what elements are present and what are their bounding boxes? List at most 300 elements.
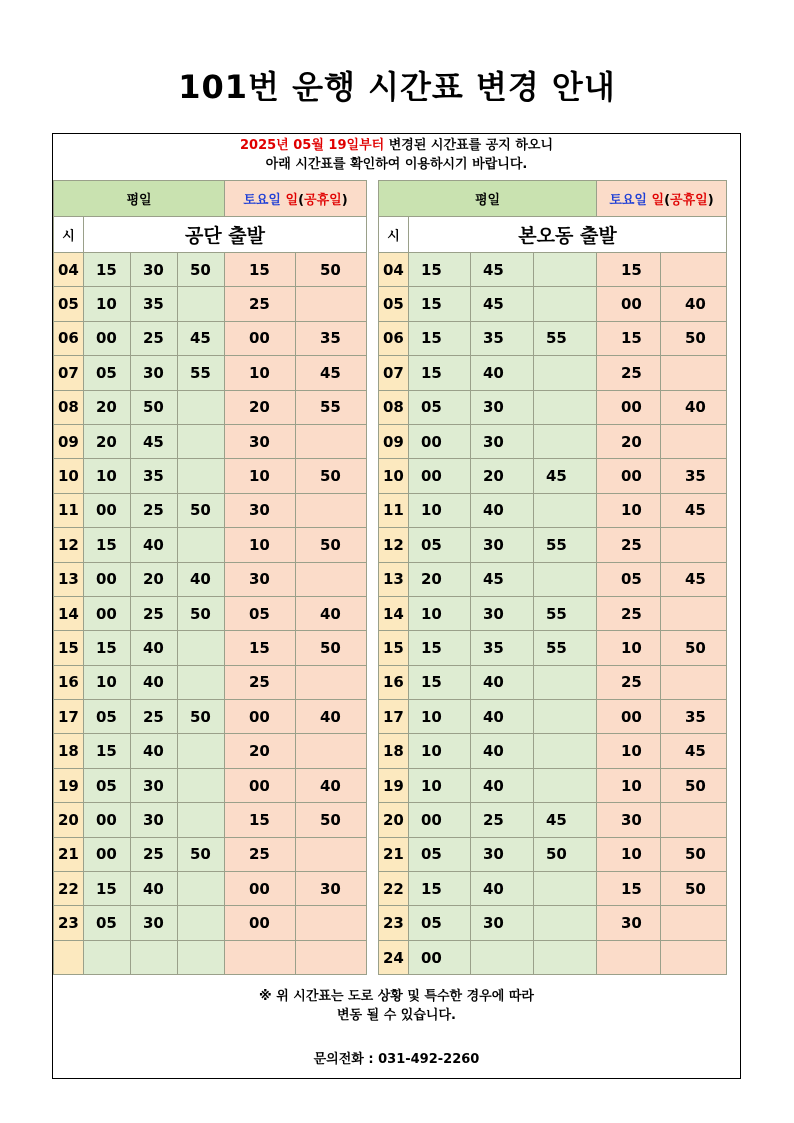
weekday-time-cell: 40 [131, 734, 178, 768]
hour-cell: 18 [54, 734, 84, 768]
weekday-time-cell [534, 700, 597, 734]
weekend-time-cell: 15 [597, 872, 661, 906]
hour-cell: 14 [379, 596, 409, 630]
weekend-time-cell: 15 [225, 803, 296, 837]
weekday-time-cell: 45 [534, 459, 597, 493]
weekday-time-cell: 15 [409, 356, 471, 390]
hour-cell: 21 [54, 837, 84, 871]
weekend-time-cell: 10 [597, 493, 661, 527]
weekday-time-cell: 50 [178, 700, 225, 734]
hour-cell: 17 [54, 700, 84, 734]
hour-cell: 11 [379, 493, 409, 527]
weekday-time-cell [178, 631, 225, 665]
weekend-time-cell [661, 528, 727, 562]
holiday-label: 공휴일 [304, 193, 342, 208]
weekday-time-cell: 05 [409, 390, 471, 424]
direction-title: 본오동 출발 [409, 217, 727, 253]
hour-cell: 08 [379, 390, 409, 424]
weekend-time-cell: 05 [597, 562, 661, 596]
weekday-time-cell: 30 [131, 356, 178, 390]
weekday-time-cell: 15 [84, 734, 131, 768]
weekday-time-cell: 35 [131, 287, 178, 321]
table-row [379, 872, 727, 906]
weekday-time-cell: 15 [84, 631, 131, 665]
weekend-time-cell: 45 [661, 562, 727, 596]
weekday-time-cell [84, 940, 131, 974]
weekend-time-cell: 20 [225, 734, 296, 768]
weekend-time-cell: 35 [296, 321, 367, 355]
weekend-time-cell: 50 [661, 768, 727, 802]
holiday-close: ) [707, 193, 714, 208]
weekday-time-cell: 00 [84, 493, 131, 527]
weekday-time-cell: 50 [178, 837, 225, 871]
table-row [54, 493, 367, 527]
weekday-time-cell: 00 [409, 940, 471, 974]
table-row [54, 562, 367, 596]
weekend-time-cell: 40 [296, 700, 367, 734]
sunday-label: 일 [285, 193, 299, 208]
weekday-time-cell: 35 [471, 321, 534, 355]
footer-line2: 변동 될 수 있습니다. [337, 1008, 456, 1023]
weekday-time-cell: 00 [84, 562, 131, 596]
weekday-time-cell [178, 424, 225, 458]
hour-cell: 05 [379, 287, 409, 321]
weekend-time-cell: 15 [225, 631, 296, 665]
weekend-time-cell [296, 837, 367, 871]
weekday-time-cell: 40 [178, 562, 225, 596]
weekday-header: 평일 [379, 181, 597, 217]
table-row [54, 253, 367, 287]
weekday-time-cell: 00 [84, 837, 131, 871]
hour-cell: 22 [379, 872, 409, 906]
weekday-time-cell: 50 [178, 493, 225, 527]
weekend-time-cell: 00 [597, 459, 661, 493]
weekday-time-cell: 45 [131, 424, 178, 458]
weekend-time-cell: 00 [225, 700, 296, 734]
weekday-time-cell [534, 768, 597, 802]
table-row [54, 528, 367, 562]
weekday-time-cell: 40 [471, 665, 534, 699]
direction-row [379, 217, 727, 253]
weekend-time-cell: 00 [225, 872, 296, 906]
weekend-time-cell: 25 [225, 665, 296, 699]
weekday-time-cell: 00 [409, 459, 471, 493]
table-row [54, 803, 367, 837]
weekday-time-cell [178, 906, 225, 940]
weekend-time-cell: 35 [661, 700, 727, 734]
hour-cell: 10 [379, 459, 409, 493]
weekday-time-cell: 05 [84, 356, 131, 390]
weekday-time-cell: 40 [131, 665, 178, 699]
weekend-time-cell [296, 940, 367, 974]
weekday-time-cell: 15 [409, 287, 471, 321]
weekday-time-cell [534, 493, 597, 527]
hour-column-label: 시 [379, 217, 409, 253]
weekday-time-cell [178, 665, 225, 699]
weekend-time-cell: 10 [225, 528, 296, 562]
table-row [379, 459, 727, 493]
weekend-time-cell: 10 [597, 734, 661, 768]
weekday-time-cell: 45 [534, 803, 597, 837]
table-row [379, 631, 727, 665]
weekend-time-cell: 25 [225, 837, 296, 871]
weekday-time-cell: 00 [84, 803, 131, 837]
weekend-time-cell [661, 665, 727, 699]
weekend-time-cell: 30 [225, 562, 296, 596]
weekend-time-cell: 25 [597, 596, 661, 630]
hour-cell: 15 [54, 631, 84, 665]
holiday-open: ( [664, 193, 671, 208]
footer-notice [53, 987, 740, 1025]
table-row [379, 700, 727, 734]
weekday-time-cell: 40 [471, 493, 534, 527]
weekday-time-cell [534, 665, 597, 699]
weekday-time-cell [178, 872, 225, 906]
weekday-time-cell: 15 [409, 872, 471, 906]
weekend-time-cell: 30 [225, 424, 296, 458]
hour-cell: 15 [379, 631, 409, 665]
hour-cell: 23 [379, 906, 409, 940]
weekend-time-cell: 25 [225, 287, 296, 321]
weekday-time-cell: 25 [131, 493, 178, 527]
table-row [379, 768, 727, 802]
weekend-time-cell [661, 596, 727, 630]
weekend-time-cell: 45 [661, 734, 727, 768]
weekday-time-cell: 05 [409, 906, 471, 940]
weekend-time-cell [296, 562, 367, 596]
column-header-row [379, 181, 727, 217]
weekday-time-cell: 25 [131, 596, 178, 630]
weekend-time-cell: 40 [296, 768, 367, 802]
weekday-time-cell: 40 [131, 631, 178, 665]
weekday-time-cell: 30 [131, 906, 178, 940]
schedule-table-gongdan [53, 180, 367, 975]
weekday-time-cell: 40 [471, 734, 534, 768]
table-row [54, 596, 367, 630]
table-row [54, 665, 367, 699]
weekday-time-cell: 20 [84, 424, 131, 458]
weekday-time-cell: 45 [178, 321, 225, 355]
sunday-label: 일 [651, 193, 665, 208]
weekday-time-cell [178, 390, 225, 424]
hour-cell: 19 [54, 768, 84, 802]
weekday-time-cell [178, 459, 225, 493]
weekday-time-cell: 15 [409, 665, 471, 699]
hour-cell: 16 [379, 665, 409, 699]
weekend-time-cell: 15 [597, 253, 661, 287]
saturday-label: 토요일 [243, 193, 281, 208]
timetable-frame [52, 133, 741, 1079]
weekday-time-cell [534, 940, 597, 974]
hour-cell: 07 [379, 356, 409, 390]
hour-cell: 08 [54, 390, 84, 424]
weekday-time-cell: 40 [471, 700, 534, 734]
holiday-label: 공휴일 [670, 193, 708, 208]
weekend-time-cell [661, 253, 727, 287]
weekend-time-cell: 05 [225, 596, 296, 630]
hour-cell: 23 [54, 906, 84, 940]
weekend-time-cell: 10 [597, 631, 661, 665]
weekday-time-cell: 30 [471, 596, 534, 630]
footer-line1: ※ 위 시간표는 도로 상황 및 특수한 경우에 따라 [259, 989, 534, 1004]
hour-cell: 19 [379, 768, 409, 802]
weekday-time-cell: 45 [471, 287, 534, 321]
weekday-time-cell: 55 [534, 528, 597, 562]
weekend-time-cell: 15 [597, 321, 661, 355]
weekday-time-cell [534, 390, 597, 424]
table-row [54, 631, 367, 665]
hour-cell: 05 [54, 287, 84, 321]
weekend-time-cell: 40 [296, 596, 367, 630]
weekday-time-cell: 30 [471, 390, 534, 424]
hour-cell: 12 [379, 528, 409, 562]
hour-cell: 14 [54, 596, 84, 630]
weekend-time-cell [296, 665, 367, 699]
weekday-time-cell: 20 [131, 562, 178, 596]
weekend-time-cell: 40 [661, 287, 727, 321]
weekday-time-cell: 10 [409, 700, 471, 734]
weekend-time-cell: 45 [296, 356, 367, 390]
weekday-time-cell: 10 [84, 287, 131, 321]
table-row [379, 734, 727, 768]
weekday-time-cell: 50 [178, 596, 225, 630]
weekend-time-cell: 55 [296, 390, 367, 424]
weekend-time-cell: 30 [597, 906, 661, 940]
weekday-time-cell: 15 [84, 253, 131, 287]
weekday-time-cell: 05 [84, 768, 131, 802]
weekend-time-cell: 50 [661, 837, 727, 871]
weekday-time-cell: 30 [471, 424, 534, 458]
weekend-header [597, 181, 727, 217]
weekday-time-cell: 30 [131, 803, 178, 837]
weekday-time-cell: 25 [131, 321, 178, 355]
hour-cell: 16 [54, 665, 84, 699]
weekday-time-cell: 10 [409, 768, 471, 802]
weekend-time-cell: 00 [597, 287, 661, 321]
weekend-time-cell [296, 906, 367, 940]
weekend-time-cell [296, 493, 367, 527]
weekday-time-cell: 05 [84, 906, 131, 940]
weekday-time-cell: 50 [178, 253, 225, 287]
weekday-time-cell: 00 [84, 321, 131, 355]
weekday-time-cell: 20 [409, 562, 471, 596]
weekday-time-cell: 20 [84, 390, 131, 424]
weekday-time-cell: 40 [131, 528, 178, 562]
weekday-time-cell: 50 [131, 390, 178, 424]
table-row [54, 906, 367, 940]
table-row [54, 872, 367, 906]
table-row [379, 562, 727, 596]
weekend-time-cell: 50 [296, 253, 367, 287]
weekend-time-cell: 45 [661, 493, 727, 527]
weekday-time-cell: 05 [409, 528, 471, 562]
weekday-time-cell: 30 [471, 528, 534, 562]
weekend-time-cell: 40 [661, 390, 727, 424]
weekend-time-cell [661, 940, 727, 974]
weekend-time-cell: 30 [296, 872, 367, 906]
weekend-time-cell: 25 [597, 665, 661, 699]
weekday-time-cell: 45 [471, 562, 534, 596]
weekend-time-cell [225, 940, 296, 974]
weekend-time-cell: 30 [225, 493, 296, 527]
weekend-time-cell: 10 [597, 837, 661, 871]
hour-cell: 24 [379, 940, 409, 974]
weekend-time-cell: 50 [296, 528, 367, 562]
weekday-time-cell: 30 [471, 906, 534, 940]
table-row [379, 528, 727, 562]
weekday-time-cell: 25 [131, 837, 178, 871]
table-row [379, 803, 727, 837]
direction-row [54, 217, 367, 253]
weekday-time-cell: 40 [471, 872, 534, 906]
table-row [379, 390, 727, 424]
weekday-time-cell [131, 940, 178, 974]
weekday-time-cell [178, 803, 225, 837]
weekday-time-cell: 25 [131, 700, 178, 734]
hour-cell: 04 [379, 253, 409, 287]
weekday-time-cell: 10 [409, 596, 471, 630]
table-row [54, 287, 367, 321]
hour-cell: 09 [379, 424, 409, 458]
weekend-time-cell [296, 287, 367, 321]
weekend-time-cell [597, 940, 661, 974]
weekday-time-cell [534, 356, 597, 390]
table-row [54, 459, 367, 493]
table-row [54, 700, 367, 734]
weekday-time-cell: 25 [471, 803, 534, 837]
weekday-time-cell [178, 734, 225, 768]
weekend-time-cell [661, 424, 727, 458]
weekday-time-cell: 40 [471, 356, 534, 390]
weekend-time-cell [296, 424, 367, 458]
weekday-time-cell: 45 [471, 253, 534, 287]
weekday-time-cell: 05 [84, 700, 131, 734]
weekday-time-cell: 35 [471, 631, 534, 665]
hour-column-label: 시 [54, 217, 84, 253]
hour-cell: 10 [54, 459, 84, 493]
table-row [379, 253, 727, 287]
column-header-row [54, 181, 367, 217]
weekday-time-cell [534, 253, 597, 287]
weekday-header: 평일 [54, 181, 225, 217]
table-row [379, 424, 727, 458]
weekday-time-cell: 05 [409, 837, 471, 871]
hour-cell [54, 940, 84, 974]
hour-cell: 04 [54, 253, 84, 287]
weekend-time-cell: 50 [661, 321, 727, 355]
table-row [54, 424, 367, 458]
table-row [54, 356, 367, 390]
weekend-time-cell: 50 [661, 872, 727, 906]
table-row [379, 493, 727, 527]
weekend-time-cell: 50 [661, 631, 727, 665]
table-row [379, 596, 727, 630]
weekday-time-cell [178, 528, 225, 562]
page-title: 101번 운행 시간표 변경 안내 [178, 68, 616, 106]
hour-cell: 21 [379, 837, 409, 871]
hour-cell: 17 [379, 700, 409, 734]
weekday-time-cell: 10 [84, 665, 131, 699]
weekend-time-cell [661, 906, 727, 940]
weekday-time-cell: 00 [409, 424, 471, 458]
weekday-time-cell [534, 562, 597, 596]
weekday-time-cell [178, 768, 225, 802]
weekday-time-cell: 10 [409, 734, 471, 768]
weekend-time-cell: 10 [597, 768, 661, 802]
weekend-time-cell: 35 [661, 459, 727, 493]
weekday-time-cell [178, 940, 225, 974]
weekday-time-cell: 30 [131, 253, 178, 287]
hour-cell: 11 [54, 493, 84, 527]
hour-cell: 09 [54, 424, 84, 458]
table-row [379, 940, 727, 974]
hour-cell: 20 [379, 803, 409, 837]
direction-title: 공단 출발 [84, 217, 367, 253]
weekday-time-cell [471, 940, 534, 974]
weekend-time-cell: 50 [296, 803, 367, 837]
hour-cell: 13 [54, 562, 84, 596]
weekday-time-cell: 30 [131, 768, 178, 802]
hour-cell: 13 [379, 562, 409, 596]
table-row [54, 768, 367, 802]
weekend-time-cell: 50 [296, 631, 367, 665]
table-row [379, 321, 727, 355]
weekend-time-cell [661, 356, 727, 390]
weekday-time-cell [534, 906, 597, 940]
weekday-time-cell [534, 872, 597, 906]
weekend-time-cell: 50 [296, 459, 367, 493]
weekday-time-cell: 15 [409, 631, 471, 665]
weekend-time-cell: 00 [597, 390, 661, 424]
hour-cell: 06 [379, 321, 409, 355]
hour-cell: 06 [54, 321, 84, 355]
weekend-header [225, 181, 367, 217]
weekday-time-cell: 35 [131, 459, 178, 493]
weekend-time-cell: 10 [225, 459, 296, 493]
weekday-time-cell: 10 [409, 493, 471, 527]
weekday-time-cell: 30 [471, 837, 534, 871]
table-row [54, 321, 367, 355]
weekday-time-cell: 55 [534, 596, 597, 630]
hour-cell: 20 [54, 803, 84, 837]
weekday-time-cell: 40 [471, 768, 534, 802]
weekday-time-cell: 10 [84, 459, 131, 493]
weekend-time-cell: 30 [597, 803, 661, 837]
notice-top [53, 136, 740, 174]
weekend-time-cell [661, 803, 727, 837]
holiday-close: ) [341, 193, 348, 208]
weekday-time-cell [178, 287, 225, 321]
weekday-time-cell [534, 734, 597, 768]
weekday-time-cell: 55 [534, 631, 597, 665]
table-row [379, 356, 727, 390]
hour-cell: 12 [54, 528, 84, 562]
weekend-time-cell: 15 [225, 253, 296, 287]
weekday-time-cell: 15 [84, 872, 131, 906]
hour-cell: 18 [379, 734, 409, 768]
notice-line1: 변경된 시간표를 공지 하오니 [384, 138, 554, 153]
weekend-time-cell: 20 [597, 424, 661, 458]
table-row [379, 665, 727, 699]
table-row [54, 940, 367, 974]
table-row [379, 287, 727, 321]
effective-date: 2025년 05월 19일부터 [239, 138, 385, 153]
weekend-time-cell: 10 [225, 356, 296, 390]
weekend-time-cell: 00 [225, 906, 296, 940]
table-row [54, 837, 367, 871]
weekday-time-cell: 15 [84, 528, 131, 562]
weekend-time-cell: 20 [225, 390, 296, 424]
